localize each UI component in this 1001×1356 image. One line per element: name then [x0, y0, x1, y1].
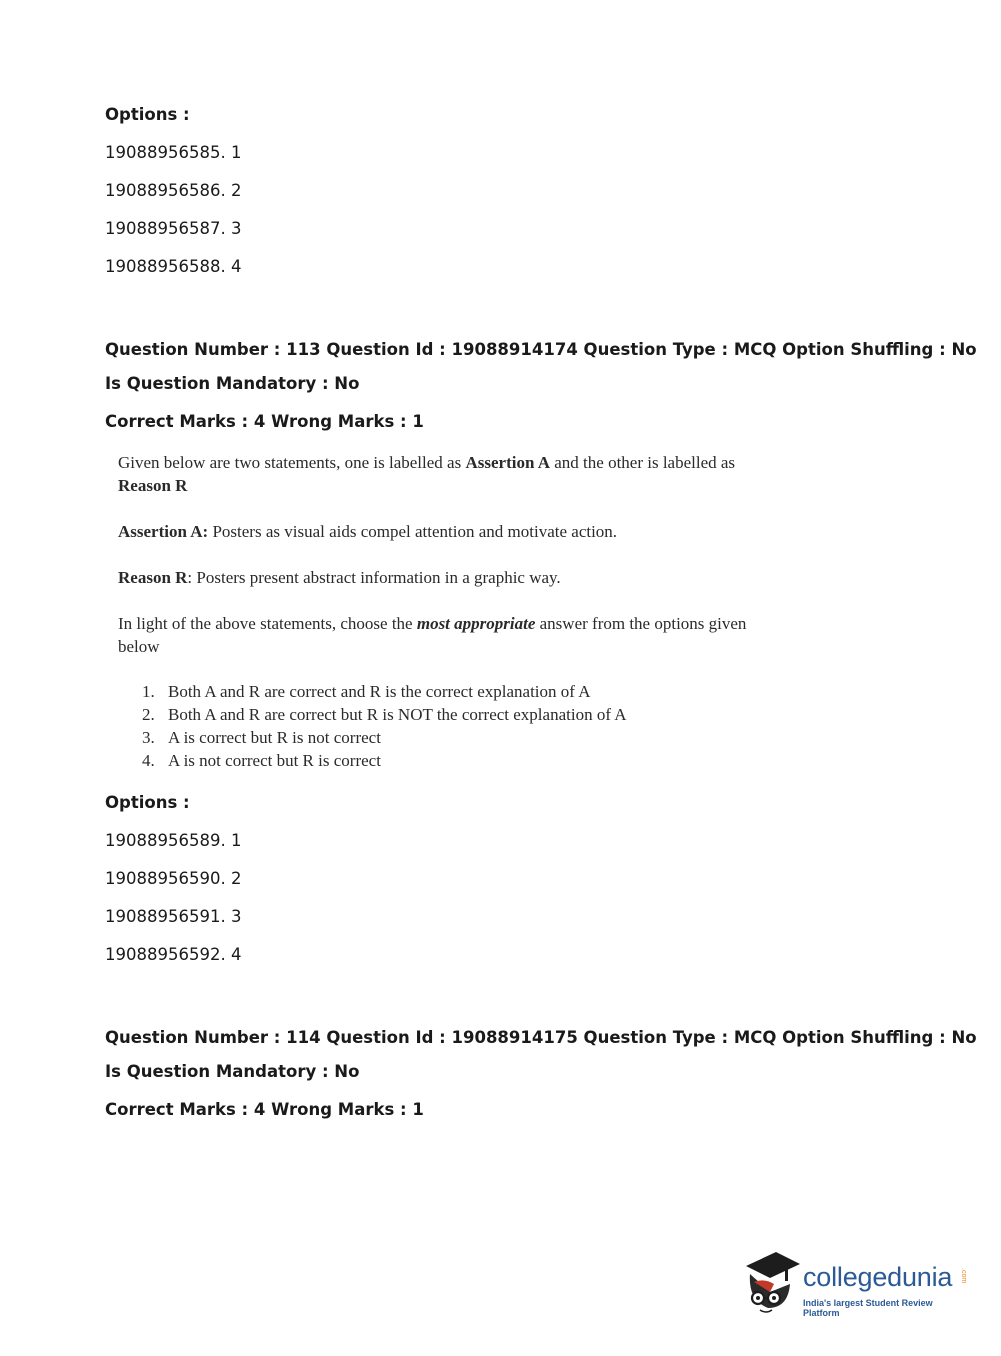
option-item: 19088956592. 4: [105, 945, 242, 964]
options-heading-prev: Options :: [105, 105, 190, 124]
question-113-instruction: In light of the above statements, choose the most appropriate answer from the options given below: [118, 614, 747, 656]
option-item: 19088956585. 1: [105, 143, 242, 162]
mascot-icon: [740, 1248, 802, 1318]
question-113-header: Question Number : 113 Question Id : 19088914174 Question Type : MCQ Option Shuffling : No: [105, 340, 977, 359]
logo-tagline: India's largest Student Review Platform: [803, 1298, 933, 1318]
answer-choice: 4. A is not correct but R is correct: [142, 751, 381, 770]
answer-choice: 1. Both A and R are correct and R is the correct explanation of A: [142, 682, 591, 701]
question-114-header: Question Number : 114 Question Id : 19088914175 Question Type : MCQ Option Shuffling : No: [105, 1028, 977, 1047]
answer-choice: 3. A is correct but R is not correct: [142, 728, 381, 747]
question-114-marks: Correct Marks : 4 Wrong Marks : 1: [105, 1100, 424, 1119]
answer-choices-list: [142, 680, 627, 772]
option-item: 19088956591. 3: [105, 907, 242, 926]
collegedunia-logo: [740, 1248, 970, 1320]
option-item: 19088956587. 3: [105, 219, 242, 238]
logo-com: .com: [960, 1268, 967, 1284]
option-item: 19088956589. 1: [105, 831, 242, 850]
option-item: 19088956586. 2: [105, 181, 242, 200]
question-113-mandatory: Is Question Mandatory : No: [105, 374, 360, 393]
question-113-marks: Correct Marks : 4 Wrong Marks : 1: [105, 412, 424, 431]
reason-statement: Reason R: Posters present abstract information in a graphic way.: [118, 568, 561, 587]
answer-choice: 2. Both A and R are correct but R is NOT the correct explanation of A: [142, 705, 627, 724]
question-113-intro: Given below are two statements, one is labelled as Assertion A and the other is labelled as Reason R: [118, 453, 736, 495]
assertion-statement: Assertion A: Posters as visual aids compel attention and motivate action.: [118, 522, 618, 541]
logo-name: collegedunia: [803, 1262, 953, 1292]
options-heading-113: Options :: [105, 793, 190, 812]
option-item: 19088956588. 4: [105, 257, 242, 276]
question-114-mandatory: Is Question Mandatory : No: [105, 1062, 360, 1081]
option-item: 19088956590. 2: [105, 869, 242, 888]
